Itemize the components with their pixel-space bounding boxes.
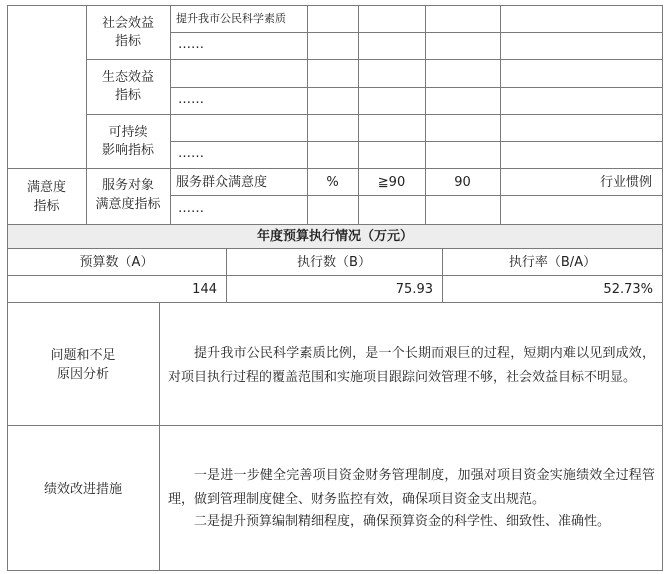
satisfaction-category-label: 指标 [33, 199, 60, 214]
budget-header-rate: 执行率（B/A） [508, 255, 597, 270]
satisfaction-target: ≧90 [377, 175, 406, 190]
grid-line [170, 195, 663, 196]
ecological-benefit-placeholder: …… [178, 92, 204, 107]
sustainability-label: 可持续 [108, 125, 148, 140]
budget-header-a: 预算数（A） [79, 255, 154, 270]
satisfaction-indicator: 服务群众满意度 [176, 175, 268, 190]
grid-line [7, 168, 663, 169]
grid-line [170, 32, 663, 33]
grid-line [86, 114, 663, 115]
grid-line [170, 5, 171, 224]
budget-value-a: 144 [192, 282, 217, 297]
problems-label: 问题和不足 [50, 348, 116, 363]
budget-value-rate: 52.73% [603, 282, 653, 297]
ecological-benefit-label: 生态效益 [101, 70, 154, 85]
grid-line [500, 5, 501, 224]
grid-line [7, 302, 663, 303]
improvements-para-2: 二是提升预算编制精细程度，确保预算资金的科学性、细致性、准确性。 [194, 514, 611, 529]
ecological-benefit-label: 指标 [114, 88, 141, 103]
social-benefit-label: 社会效益 [101, 16, 154, 31]
sustainability-label: 影响指标 [101, 143, 154, 158]
grid-line [425, 5, 426, 224]
problems-text: 提升我市公民科学素质比例，是一个长期而艰巨的过程，短期内难以见到成效，对项目执行过程的覆盖范围和实施项目跟踪问效管理不够，社会效益目标不明显。 [168, 346, 655, 385]
grid-line [159, 302, 160, 570]
grid-line [7, 570, 663, 571]
sustainability-placeholder: …… [178, 146, 204, 161]
grid-line [170, 141, 663, 142]
satisfaction-category-label: 满意度 [26, 180, 66, 195]
improvements-label: 绩效改进措施 [43, 482, 122, 497]
grid-line [662, 5, 663, 571]
satisfaction-unit: % [326, 175, 339, 190]
grid-line [307, 5, 308, 224]
satisfaction-placeholder: …… [178, 201, 204, 216]
budget-header-b: 执行数（B） [297, 255, 371, 270]
budget-title: 年度预算执行情况（万元） [256, 229, 413, 244]
social-benefit-placeholder: …… [178, 37, 204, 52]
grid-line [7, 224, 663, 225]
grid-line [7, 425, 663, 426]
grid-line [358, 5, 359, 224]
grid-line [170, 87, 663, 88]
grid-line [7, 275, 663, 276]
social-benefit-label: 指标 [114, 34, 141, 49]
grid-line [86, 59, 663, 60]
satisfaction-sub-label: 满意度指标 [95, 197, 161, 212]
problems-label: 原因分析 [56, 367, 109, 382]
social-benefit-indicator: 提升我市公民科学素质 [176, 12, 286, 25]
grid-line [7, 5, 663, 6]
improvements-para-1: 一是进一步健全完善项目资金财务管理制度，加强对项目资金实施绩效全过程管理，做到管理制度健全、财务监控有效，确保项目资金支出规范。 [168, 468, 655, 507]
grid-line [7, 248, 663, 249]
satisfaction-actual: 90 [454, 175, 471, 190]
budget-value-b: 75.93 [395, 282, 433, 297]
satisfaction-sub-label: 服务对象 [101, 178, 154, 193]
satisfaction-note: 行业惯例 [599, 175, 652, 190]
